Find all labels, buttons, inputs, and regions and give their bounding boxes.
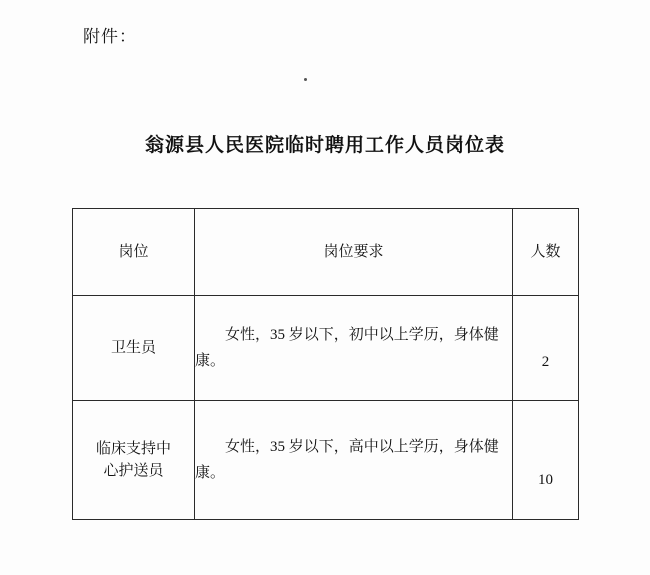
row-count-text: 2 xyxy=(541,353,550,370)
table-row xyxy=(73,401,579,520)
table-header-count: 人数 xyxy=(513,209,579,296)
row-position-value xyxy=(73,401,195,520)
row-position-value: 卫生员 xyxy=(73,296,195,401)
row-requirement-text: 女性，35 岁以下，初中以上学历，身体健康。 xyxy=(195,326,499,369)
table-row xyxy=(73,296,579,401)
attachment-label: 附件： xyxy=(83,27,137,46)
row-requirement-value xyxy=(195,296,513,401)
table-header-row xyxy=(73,209,579,296)
row-requirement-value xyxy=(195,401,513,520)
row-count-text: 10 xyxy=(538,471,553,488)
row-position-line2: 心护送员 xyxy=(103,463,164,479)
row-count-value xyxy=(513,296,579,401)
row-requirement-text: 女性，35 岁以下，高中以上学历，身体健康。 xyxy=(195,438,499,481)
table-header-requirement: 岗位要求 xyxy=(195,209,513,296)
stray-ink-mark xyxy=(304,78,307,81)
row-count-value xyxy=(513,401,579,520)
job-position-table xyxy=(72,208,579,520)
table-header-position: 岗位 xyxy=(73,209,195,296)
row-position-line1: 临床支持中 xyxy=(95,440,171,457)
page-title: 翁源县人民医院临时聘用工作人员岗位表 xyxy=(144,135,505,156)
